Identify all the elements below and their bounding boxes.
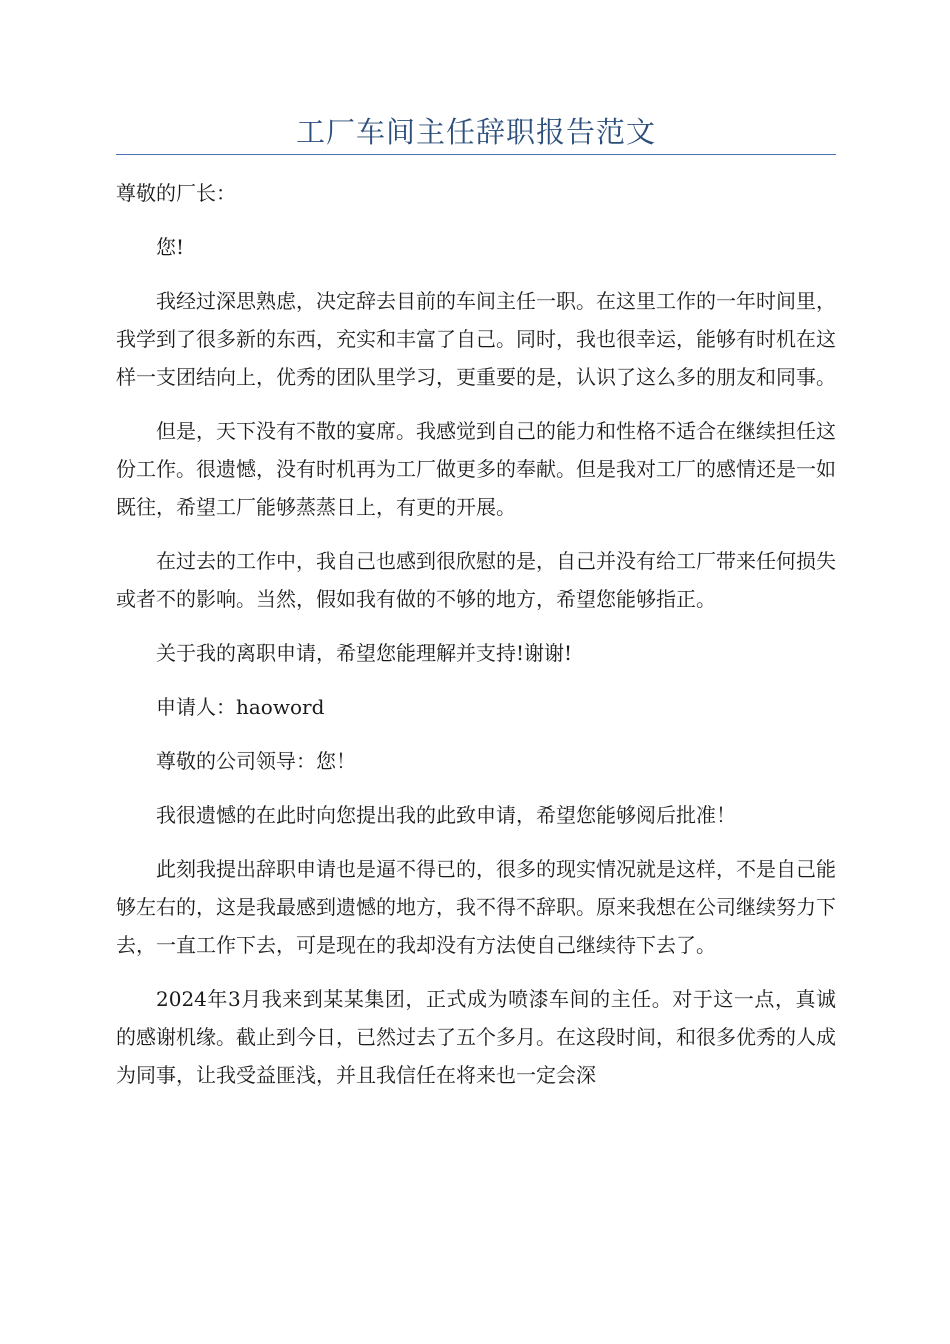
paragraph: 尊敬的公司领导：您！	[156, 749, 356, 773]
paragraph: 关于我的离职申请，希望您能理解并支持!谢谢!	[156, 641, 573, 665]
paragraph: 您!	[156, 235, 185, 259]
paragraph: 我很遗憾的在此时向您提出我的此致申请，希望您能够阅后批准！	[156, 803, 736, 827]
paragraph: 但是，天下没有不散的宴席。我感觉到自己的能力和性格不适合在继续担任这份工作。很遗憾，没有时机再为工厂做更多的奉献。但是我对工厂的感情还是一如既往，希望工厂能够蒸蒸日上，有更的开展。	[116, 419, 836, 519]
title-underline	[116, 154, 836, 155]
document-body	[116, 174, 836, 1110]
paragraph: 我经过深思熟虑，决定辞去目前的车间主任一职。在这里工作的一年时间里，我学到了很多新的东西，充实和丰富了自己。同时，我也很幸运，能够有时机在这样一支团结向上，优秀的团队里学习，更重要的是，认识了这么多的朋友和同事。	[116, 289, 836, 389]
applicant-line: 申请人：haoword	[156, 695, 325, 719]
document-title: 工厂车间主任辞职报告范文	[295, 115, 656, 149]
paragraph: 2024年3月我来到某某集团，正式成为喷漆车间的主任。对于这一点，真诚的感谢机缘。截止到今日，已然过去了五个多月。在这段时间，和很多优秀的人成为同事，让我受益匪浅，并且我信任在将来也一定会深	[116, 987, 836, 1087]
paragraph: 在过去的工作中，我自己也感到很欣慰的是，自己并没有给工厂带来任何损失或者不的影响。当然，假如我有做的不够的地方，希望您能够指正。	[116, 549, 836, 611]
paragraph: 此刻我提出辞职申请也是逼不得已的，很多的现实情况就是这样，不是自己能够左右的，这是我最感到遗憾的地方，我不得不辞职。原来我想在公司继续努力下去，一直工作下去，可是现在的我却没有方法使自己继续待下去了。	[116, 857, 836, 957]
salutation: 尊敬的厂长：	[116, 181, 236, 205]
